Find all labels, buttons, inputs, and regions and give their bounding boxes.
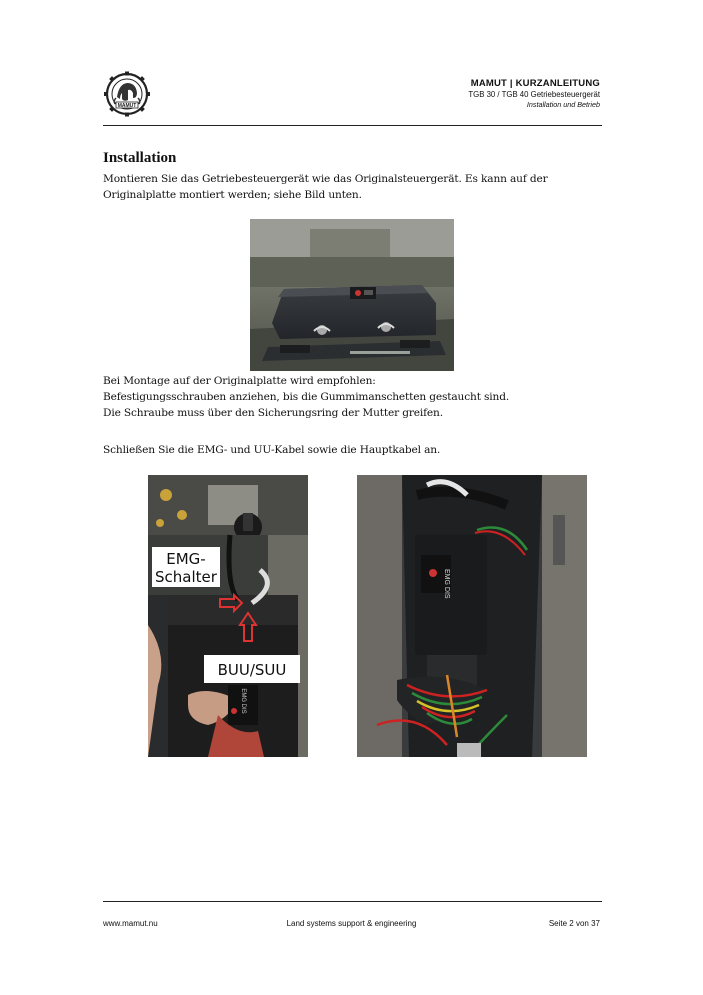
- footer-website: www.mamut.nu: [103, 919, 158, 928]
- mount-instructions: [103, 373, 602, 421]
- footer-tagline: Land systems support & engineering: [286, 919, 417, 928]
- photo-installed-cables: [357, 475, 587, 757]
- footer-page-number: Seite 2 von 37: [548, 919, 600, 928]
- mount-line: Die Schraube muss über den Sicherungsring der Mutter greifen.: [103, 407, 443, 419]
- emg-switch-label: EMG-: [166, 550, 206, 568]
- header-divider: [103, 125, 602, 126]
- buu-suu-label: BUU/SUU: [217, 661, 287, 679]
- photo-device-on-plate: [250, 219, 454, 371]
- footer-divider: [103, 901, 602, 902]
- emg-switch-label: Schalter: [155, 568, 217, 586]
- section-heading: Installation: [103, 150, 177, 166]
- intro-paragraph: Montieren Sie das Getriebesteuergerät wie das Originalsteuergerät. Es kann auf der Originalplatte montiert werden; siehe Bild unten.: [103, 173, 548, 201]
- connect-instruction: Schließen Sie die EMG- und UU-Kabel sowie die Hauptkabel an.: [103, 444, 441, 456]
- mount-line: Befestigungsschrauben anziehen, bis die Gummimanschetten gestaucht sind.: [103, 391, 510, 403]
- photo-emg-switch: [148, 475, 308, 757]
- header-title: MAMUT | KURZANLEITUNG: [470, 78, 600, 89]
- device-label: EMG DIS: [443, 569, 450, 599]
- mount-line: Bei Montage auf der Originalplatte wird empfohlen:: [103, 375, 376, 387]
- device-label: EMG DIS: [240, 688, 246, 714]
- header-subtitle: TGB 30 / TGB 40 Getriebesteuergerät: [468, 90, 600, 99]
- header-subtitle-italic: Installation und Betrieb: [526, 100, 600, 109]
- logo-text: MAMUT: [117, 103, 137, 109]
- mamut-logo: [103, 71, 151, 117]
